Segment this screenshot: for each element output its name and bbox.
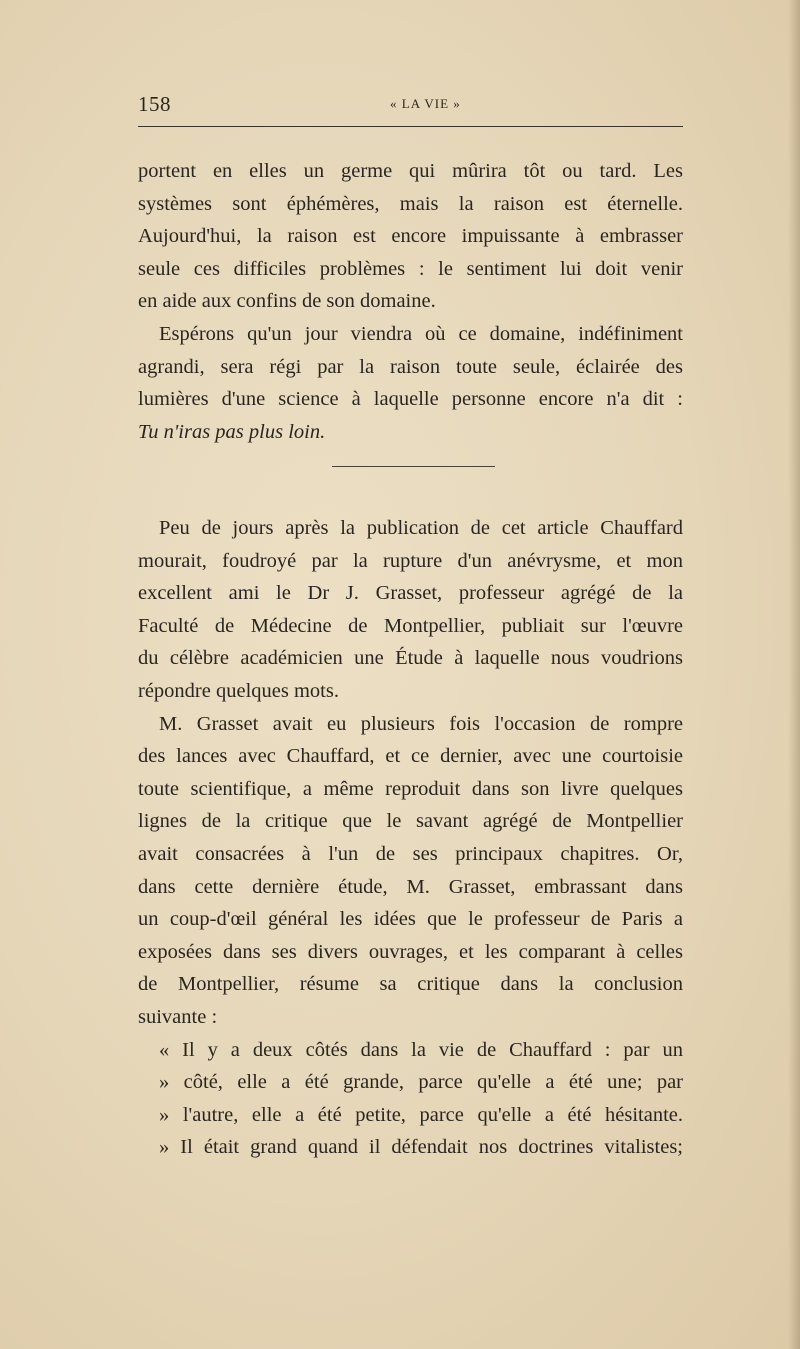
text-line: exposées dans ses divers ouvrages, et les comparant à celles [138,940,683,963]
text-line: des lances avec Chauffard, et ce dernier, avec une courtoisie [138,745,683,768]
running-title: « LA VIE » [390,96,461,111]
text-line: excellent ami le Dr J. Grasset, professeur agrégé de la [138,582,683,605]
text-line: toute scientifique, a même reproduit dans son livre quelques [138,777,683,800]
page-edge-shadow [788,0,800,1349]
text-line: portent en elles un germe qui mûrira tôt ou tard. Les [138,160,683,182]
text-line: mourait, foudroyé par la rupture d'un anévrysme, et mon [138,549,683,572]
text-line-italic: Tu n'iras pas plus loin. [138,420,326,443]
text-line: répondre quelques mots. [138,679,339,702]
text-line: lignes de la critique que le savant agrégé de Montpellier [138,810,683,833]
text-line: de Montpellier, résume sa critique dans la conclusion [138,973,683,996]
text-line: en aide aux confins de son domaine. [138,290,436,313]
paragraph-block-2 [138,512,683,1164]
text-line: lumières d'une science à laquelle personne encore n'a dit : [138,388,683,411]
page-number: 158 [138,92,171,116]
quote-line: » Il était grand quand il défendait nos doctrines vitalistes; [159,1136,683,1159]
text-line: suivante : [138,1005,218,1028]
page-header [138,92,683,118]
text-line: Peu de jours après la publication de cet article Chauffard [159,517,683,539]
quote-line: « Il y a deux côtés dans la vie de Chauffard : par un [159,1038,683,1061]
text-line: agrandi, sera régi par la raison toute seule, éclairée des [138,355,683,378]
text-line: un coup-d'œil général les idées que le professeur de Paris a [138,908,683,931]
text-line: seule ces difficiles problèmes : le sentiment lui doit venir [138,257,683,280]
text-line: Aujourd'hui, la raison est encore impuissante à embrasser [138,225,683,248]
text-line: dans cette dernière étude, M. Grasset, embrassant dans [138,875,683,898]
text-line: Espérons qu'un jour viendra où ce domaine, indéfiniment [159,322,683,345]
quote-line: » côté, elle a été grande, parce qu'elle a été une; par [159,1071,683,1094]
paragraph-block-1 [138,155,683,448]
section-divider [332,466,495,467]
quote-line: » l'autre, elle a été petite, parce qu'elle a été hésitante. [159,1103,683,1126]
text-line: du célèbre académicien une Étude à laquelle nous voudrions [138,647,683,670]
text-line: avait consacrées à l'un de ses principaux chapitres. Or, [138,842,683,865]
text-line: M. Grasset avait eu plusieurs fois l'occasion de rompre [159,712,683,735]
text-line: Faculté de Médecine de Montpellier, publiait sur l'œuvre [138,614,683,637]
header-rule [138,126,683,127]
text-line: systèmes sont éphémères, mais la raison est éternelle. [138,192,683,215]
